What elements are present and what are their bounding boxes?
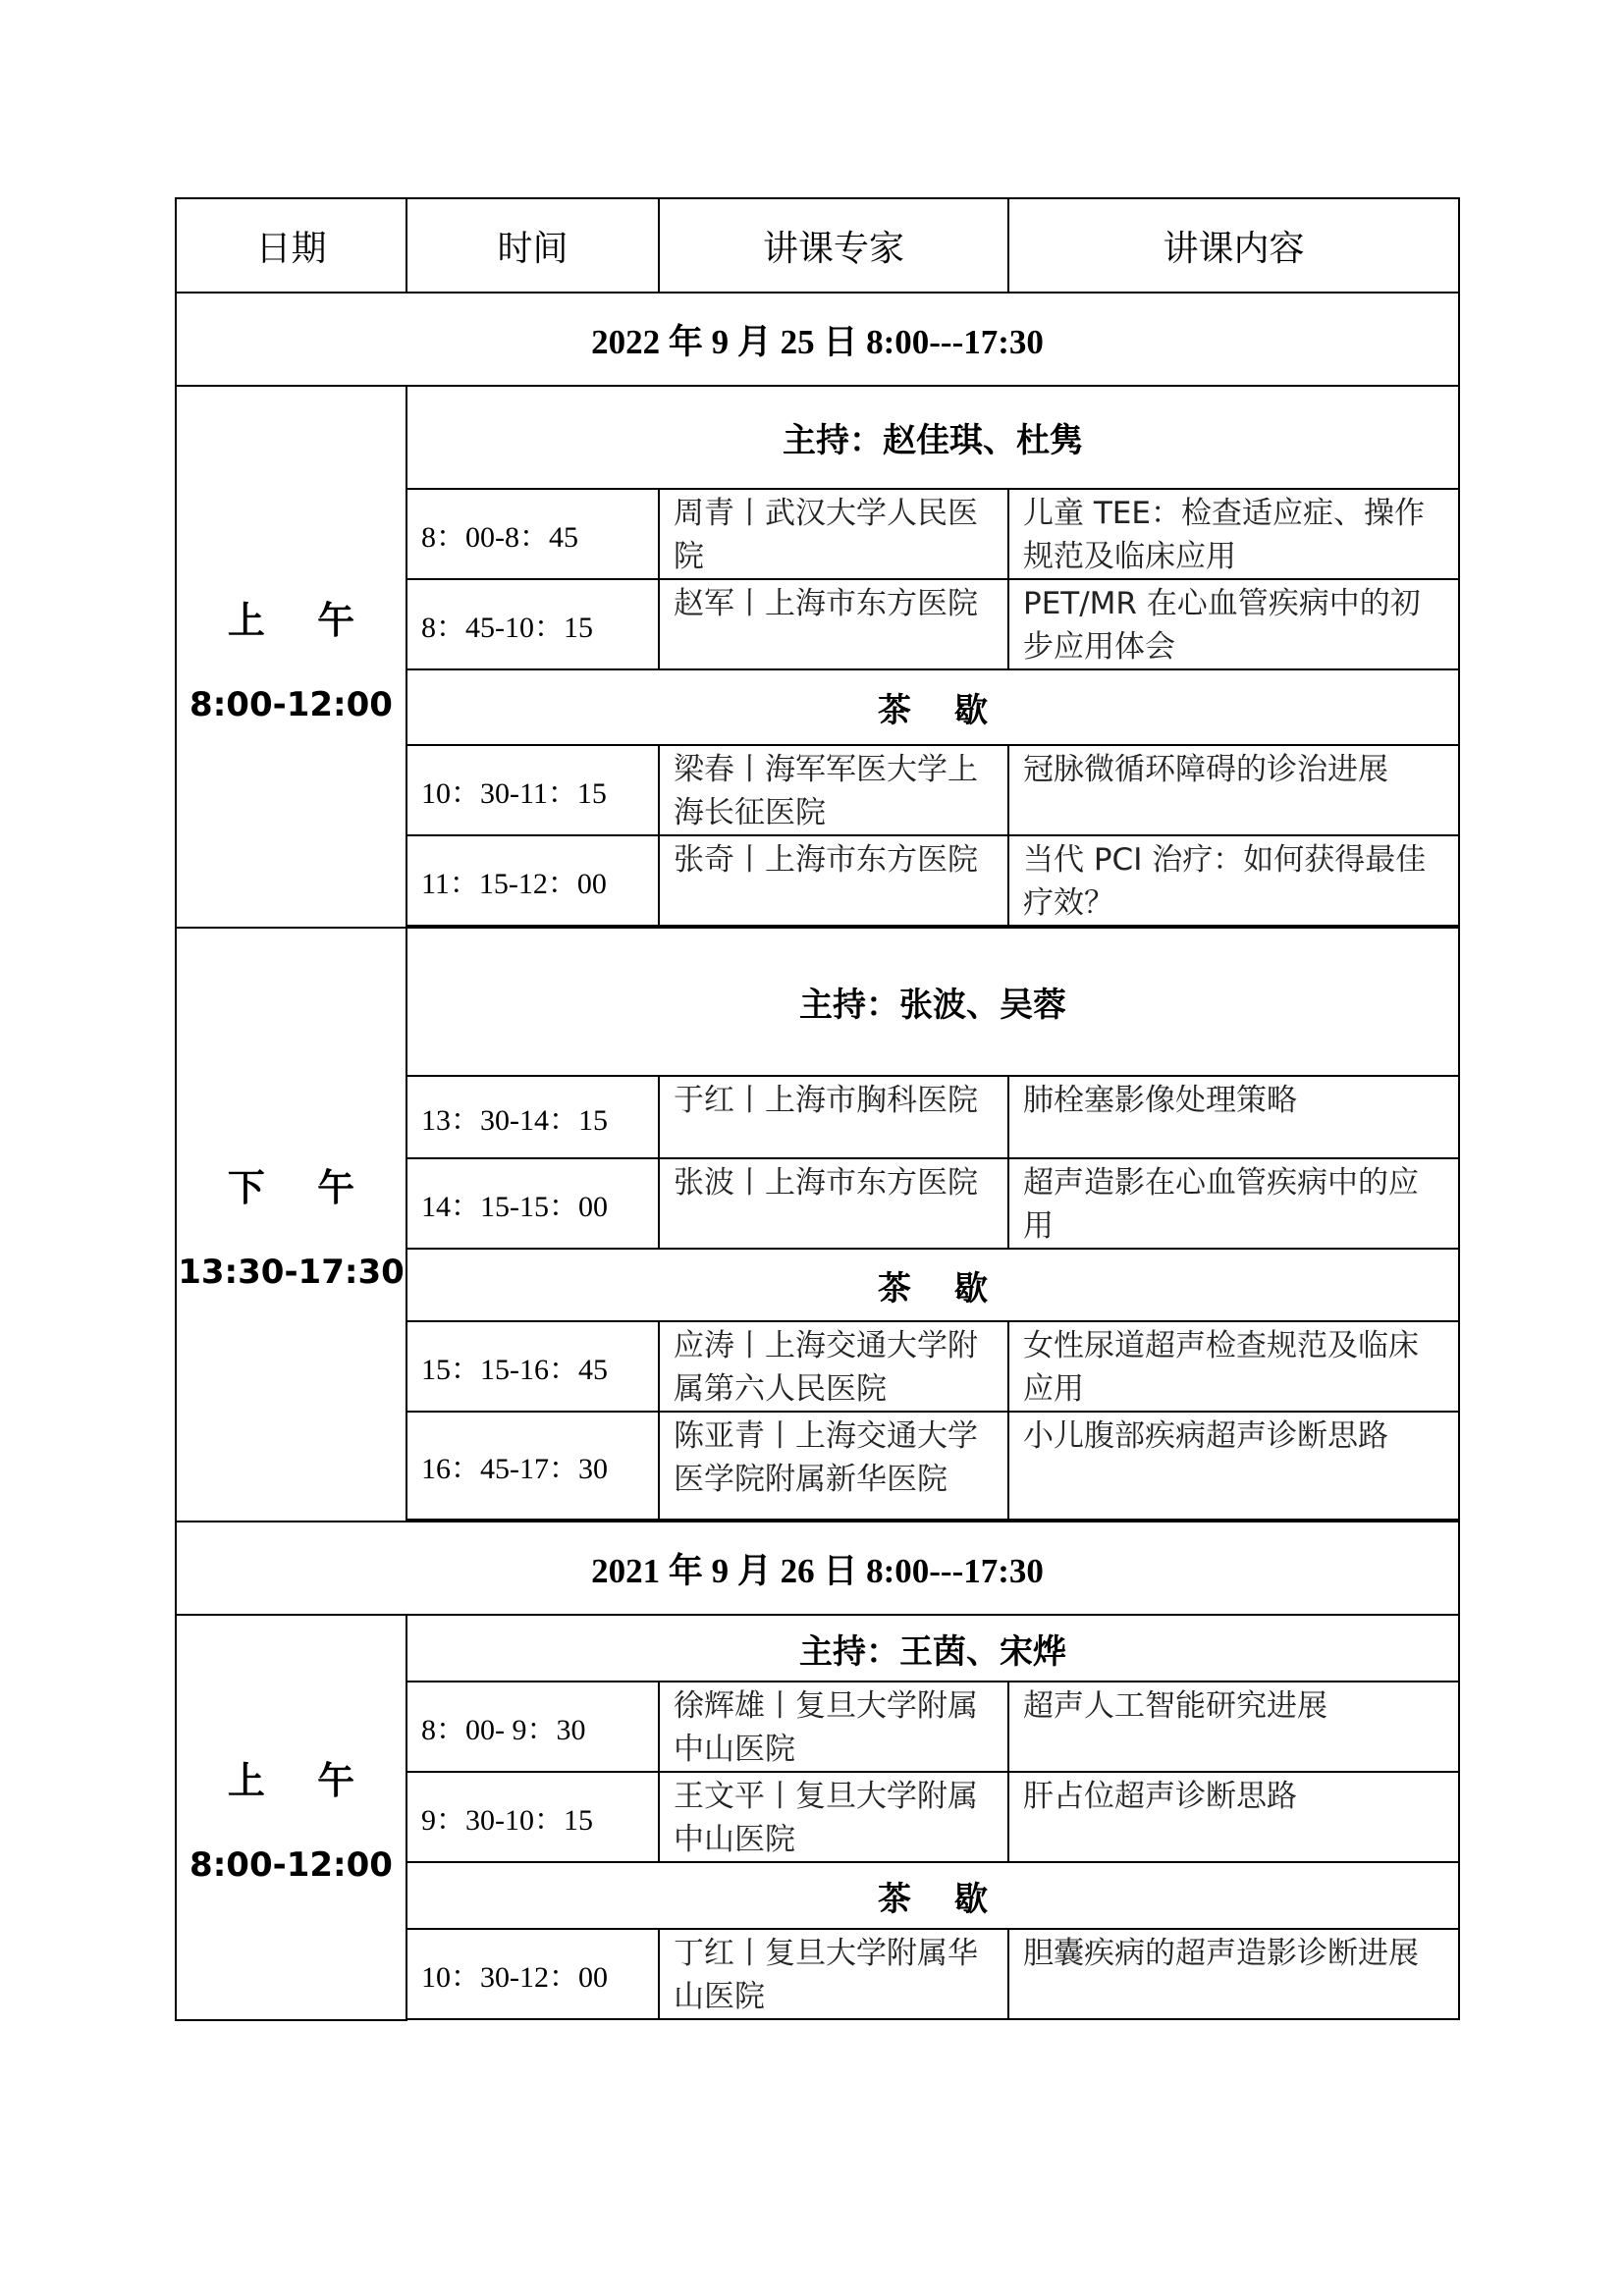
talk-time: 9：30-10：15 <box>406 1772 659 1862</box>
tea-break-label: 茶歇 <box>406 669 1459 745</box>
talk-topic: 女性尿道超声检查规范及临床应用 <box>1008 1321 1459 1412</box>
talk-time: 10：30-11：15 <box>406 745 659 835</box>
tea-break-label: 茶歇 <box>406 1249 1459 1321</box>
talk-time: 8：00- 9：30 <box>406 1682 659 1772</box>
talk-topic: 小儿腹部疾病超声诊断思路 <box>1008 1412 1459 1520</box>
talk-speaker: 张奇丨上海市东方医院 <box>659 835 1008 926</box>
header-speaker: 讲课专家 <box>659 198 1008 293</box>
talk-time: 13：30-14：15 <box>406 1076 659 1158</box>
day-row <box>176 1522 1459 1615</box>
host-text: 主持：王茵、宋烨 <box>406 1615 1459 1682</box>
talk-time: 10：30-12：00 <box>406 1929 659 2019</box>
talk-time: 16：45-17：30 <box>406 1412 659 1520</box>
talk-topic: PET/MR 在心血管疾病中的初步应用体会 <box>1008 579 1459 669</box>
host-row <box>176 928 1459 1076</box>
tea-break-label: 茶歇 <box>406 1862 1459 1929</box>
header-row <box>176 198 1459 293</box>
period-time: 8:00-12:00 <box>189 1845 393 1885</box>
talk-time: 8：00-8：45 <box>406 489 659 579</box>
talk-topic: 肺栓塞影像处理策略 <box>1008 1076 1459 1158</box>
day-title: 2022 年 9 月 25 日 8:00---17:30 <box>176 293 1459 386</box>
day-row <box>176 293 1459 386</box>
talk-speaker: 张波丨上海市东方医院 <box>659 1158 1008 1249</box>
host-row <box>176 1615 1459 1682</box>
talk-topic: 冠脉微循环障碍的诊治进展 <box>1008 745 1459 835</box>
talk-speaker: 梁春丨海军军医大学上海长征医院 <box>659 745 1008 835</box>
talk-speaker: 陈亚青丨上海交通大学医学院附属新华医院 <box>659 1412 1008 1520</box>
talk-topic: 超声人工智能研究进展 <box>1008 1682 1459 1772</box>
talk-topic: 肝占位超声诊断思路 <box>1008 1772 1459 1862</box>
schedule-table <box>175 197 1460 2021</box>
period-cell <box>176 386 406 928</box>
talk-speaker: 周青丨武汉大学人民医院 <box>659 489 1008 579</box>
talk-speaker: 于红丨上海市胸科医院 <box>659 1076 1008 1158</box>
talk-time: 11：15-12：00 <box>406 835 659 926</box>
talk-speaker: 丁红丨复旦大学附属华山医院 <box>659 1929 1008 2019</box>
talk-speaker: 赵军丨上海市东方医院 <box>659 579 1008 669</box>
period-time: 13:30-17:30 <box>178 1253 405 1292</box>
header-time: 时间 <box>406 198 659 293</box>
period-label: 上 午 <box>227 597 375 642</box>
talk-speaker: 应涛丨上海交通大学附属第六人民医院 <box>659 1321 1008 1412</box>
talk-topic: 儿童 TEE：检查适应症、操作规范及临床应用 <box>1008 489 1459 579</box>
period-label: 上 午 <box>227 1758 375 1802</box>
day-title: 2021 年 9 月 26 日 8:00---17:30 <box>176 1522 1459 1615</box>
header-date: 日期 <box>176 198 406 293</box>
host-text: 主持：张波、吴蓉 <box>406 928 1459 1076</box>
period-time: 8:00-12:00 <box>189 684 393 724</box>
period-cell <box>176 1615 406 2020</box>
talk-topic: 超声造影在心血管疾病中的应用 <box>1008 1158 1459 1249</box>
host-row <box>176 386 1459 489</box>
talk-time: 14：15-15：00 <box>406 1158 659 1249</box>
talk-speaker: 徐辉雄丨复旦大学附属中山医院 <box>659 1682 1008 1772</box>
header-topic: 讲课内容 <box>1008 198 1459 293</box>
talk-topic: 当代 PCI 治疗：如何获得最佳疗效？ <box>1008 835 1459 926</box>
period-label: 下 午 <box>227 1165 375 1209</box>
host-text: 主持：赵佳琪、杜隽 <box>406 386 1459 489</box>
talk-speaker: 王文平丨复旦大学附属中山医院 <box>659 1772 1008 1862</box>
talk-time: 15：15-16：45 <box>406 1321 659 1412</box>
talk-topic: 胆囊疾病的超声造影诊断进展 <box>1008 1929 1459 2019</box>
talk-time: 8：45-10：15 <box>406 579 659 669</box>
period-cell <box>176 928 406 1522</box>
